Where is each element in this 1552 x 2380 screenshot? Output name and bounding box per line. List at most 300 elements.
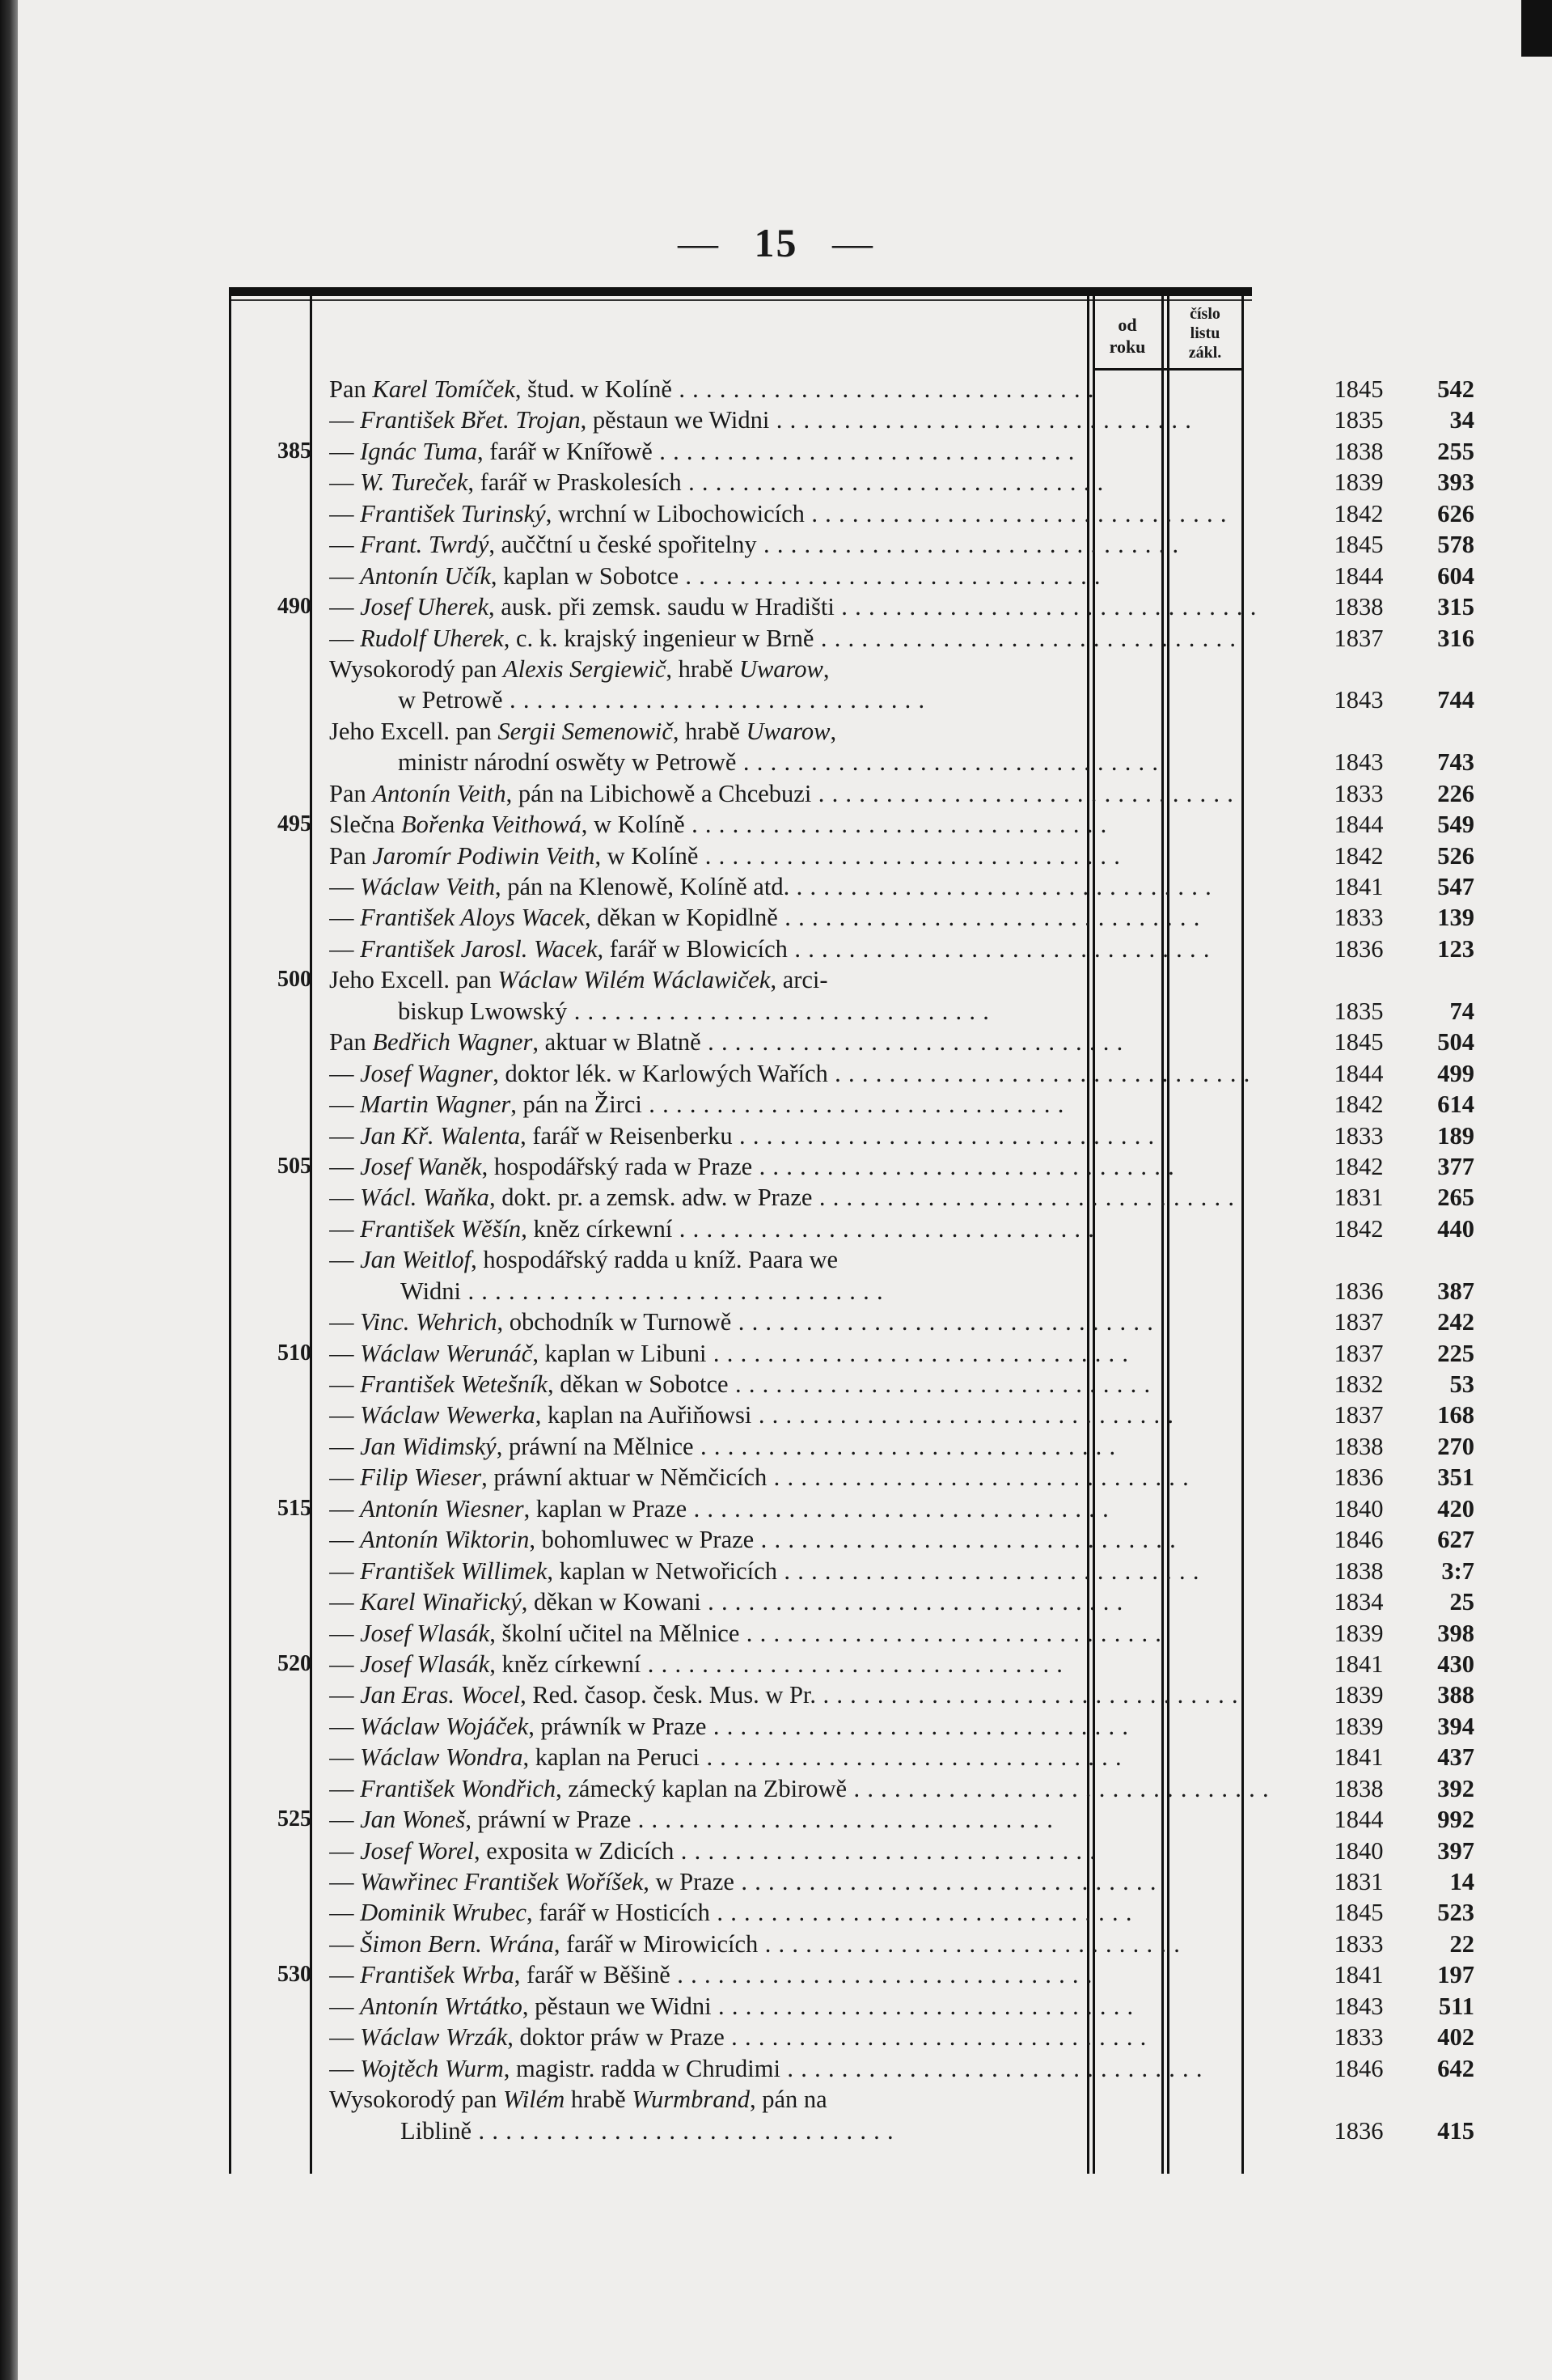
entry-text-part: Pan — [329, 779, 373, 807]
entry-line — [230, 1586, 1474, 1617]
person-name: František Břet. Trojan — [360, 406, 581, 434]
entry-list-number: 25 — [1449, 1588, 1474, 1616]
entry-text-part: — — [329, 1556, 361, 1585]
entry-text-part: , hospodářský radda u kníž. Paara we — [471, 1246, 839, 1274]
entry-year: 1841 — [1334, 1961, 1384, 1989]
leader-dots: . . . . . . . . . . . . . . . . . . . . . . . . . . . . . . . — [687, 1494, 1110, 1522]
person-name: Wojtěch Wurm — [360, 2054, 504, 2082]
entry-text-part: , štud. w Kolíně — [514, 375, 672, 403]
leader-dots: . . . . . . . . . . . . . . . . . . . . . . . . . . . . . . . — [816, 1681, 1239, 1709]
entry-list-number: 168 — [1437, 1401, 1474, 1429]
entry-text — [329, 467, 1312, 498]
entry-line — [230, 1244, 1250, 1275]
person-name: Wáclaw Werunáč — [360, 1339, 533, 1367]
person-name: Rudolf Uherek — [360, 624, 504, 652]
list-entry — [230, 561, 1474, 591]
entry-line — [230, 2084, 1250, 2115]
entry-text — [329, 1679, 1312, 1710]
entry-text — [329, 1306, 1312, 1337]
entry-text — [329, 591, 1312, 622]
entry-text-part: , hrabě — [672, 717, 746, 745]
leader-dots: . . . . . . . . . . . . . . . . . . . . . . . . . . . . . . . — [751, 1401, 1174, 1429]
person-name: Šimon Bern. Wrána — [360, 1929, 554, 1958]
entry-year: 1833 — [1334, 2023, 1384, 2052]
entry-list-number: 626 — [1437, 499, 1474, 527]
leader-dots: . . . . . . . . . . . . . . . . . . . . . . . . . . . . . . . — [769, 406, 1192, 434]
leader-dots: . . . . . . . . . . . . . . . . . . . . . . . . . . . . . . . — [631, 1806, 1054, 1834]
entry-list-number: 440 — [1437, 1214, 1474, 1243]
header-dash-right: — — [832, 220, 874, 265]
entry-line — [230, 591, 1474, 622]
entry-text — [329, 436, 1312, 467]
entry-line — [230, 716, 1250, 747]
entry-text-part: Widni — [400, 1277, 462, 1305]
list-entry — [230, 1120, 1474, 1151]
entry-year: 1842 — [1334, 1090, 1384, 1119]
entry-text — [329, 1836, 1312, 1866]
entry-line — [230, 1369, 1474, 1400]
entry-text-part: , dokt. pr. a zemsk. adw. w Praze — [488, 1184, 813, 1212]
leader-dots: . . . . . . . . . . . . . . . . . . . . . . . . . . . . . . . — [827, 1059, 1251, 1087]
list-entry — [230, 1773, 1474, 1804]
leader-dots: . . . . . . . . . . . . . . . . . . . . . . . . . . . . . . . — [472, 2116, 894, 2145]
entry-text-part: , farář w Hosticích — [526, 1899, 710, 1927]
entry-year: 1833 — [1334, 1929, 1384, 1958]
entry-line — [230, 1400, 1474, 1430]
entry-year: 1845 — [1334, 375, 1384, 403]
leader-dots: . . . . . . . . . . . . . . . . . . . . . . . . . . . . . . . — [461, 1277, 884, 1305]
entry-year: 1838 — [1334, 1432, 1384, 1460]
entry-text-part: , hrabě — [666, 654, 739, 683]
entry-text-part: , w Kolíně — [581, 811, 685, 839]
entry-text-part: — — [329, 1526, 361, 1554]
list-entry — [230, 374, 1474, 404]
entry-text-part: Pan — [329, 1028, 373, 1057]
entry-text-part: Pan — [329, 841, 373, 870]
year-header-line1: od — [1118, 315, 1137, 335]
entry-text-part: , magistr. radda w Chrudimi — [503, 2054, 780, 2082]
person-name: Josef Uherek — [360, 593, 489, 621]
entry-text-part: , — [823, 654, 830, 683]
entry-line — [230, 871, 1474, 902]
entry-line — [230, 1959, 1474, 1990]
person-name: František Aloys Wacek — [360, 904, 585, 932]
entry-list-number: 226 — [1437, 779, 1474, 807]
leader-dots: . . . . . . . . . . . . . . . . . . . . . . . . . . . . . . . — [679, 561, 1102, 590]
entry-text-part: — — [329, 1774, 361, 1802]
entry-list-number: 139 — [1437, 904, 1474, 932]
entry-list-number: 316 — [1437, 624, 1474, 652]
list-column-header — [1169, 304, 1241, 362]
entry-text — [329, 1742, 1312, 1772]
entry-list-number: 3:7 — [1441, 1556, 1474, 1585]
entry-text-part: , kaplan na Auřiňowsi — [535, 1401, 752, 1429]
person-name: Josef Waněk — [360, 1152, 482, 1180]
entry-text-part: — — [329, 1059, 361, 1087]
entry-line — [230, 654, 1250, 684]
entry-list-number: 388 — [1437, 1681, 1474, 1709]
entry-list-number: 315 — [1437, 593, 1474, 621]
leader-dots: . . . . . . . . . . . . . . . . . . . . . . . . . . . . . . . — [756, 531, 1179, 559]
entry-text-part: , práwní aktuar w Němčicích — [481, 1463, 768, 1492]
list-entry — [230, 654, 1474, 716]
list-entry — [230, 1369, 1474, 1400]
entry-text-part: Wysokorodý pan — [329, 654, 504, 683]
person-name: Karel Winařický — [360, 1588, 522, 1616]
entry-text — [329, 1586, 1312, 1617]
entry-line — [230, 436, 1474, 467]
entry-text-part: — — [329, 1929, 361, 1958]
person-name: Wáclaw Wojáček — [360, 1712, 529, 1740]
entry-line — [230, 1991, 1474, 2022]
entry-text-part: , c. k. krajský ingenieur w Brně — [503, 624, 814, 652]
entry-number: 530 — [277, 1962, 311, 1988]
leader-dots: . . . . . . . . . . . . . . . . . . . . . . . . . . . . . . . — [698, 841, 1121, 870]
person-name: Bedřich Wagner — [372, 1028, 533, 1057]
entry-line — [230, 1213, 1474, 1244]
list-entry — [230, 2084, 1474, 2146]
entry-text — [329, 1027, 1312, 1057]
entry-text-part: biskup Lwowský — [398, 997, 568, 1025]
entry-text — [329, 964, 1312, 995]
entry-text-part: Jeho Excell. pan — [329, 717, 498, 745]
entry-text — [329, 1369, 1312, 1400]
leader-dots: . . . . . . . . . . . . . . . . . . . . . . . . . . . . . . . — [752, 1152, 1175, 1180]
list-entry — [230, 1182, 1474, 1213]
member-list — [230, 374, 1474, 2146]
entry-text-part: — — [329, 1090, 361, 1119]
entry-text-part: Slečna — [329, 811, 401, 839]
entry-year: 1840 — [1334, 1836, 1384, 1865]
entry-text-part: Jeho Excell. pan — [329, 966, 498, 994]
list-entry — [230, 2022, 1474, 2052]
entry-text — [329, 1151, 1312, 1182]
entry-text-part: , doktor práw w Praze — [507, 2023, 725, 2052]
entry-text-part: , pán na Žirci — [510, 1090, 642, 1119]
entry-text — [329, 1991, 1312, 2022]
list-entry — [230, 1618, 1474, 1649]
entry-list-number: 351 — [1437, 1463, 1474, 1492]
list-entry — [230, 467, 1474, 498]
entry-list-number: 392 — [1437, 1774, 1474, 1802]
entry-line — [230, 498, 1474, 529]
entry-list-number: 420 — [1437, 1494, 1474, 1522]
scan-corner — [1521, 0, 1552, 57]
list-entry — [230, 2053, 1474, 2084]
entry-line — [230, 1773, 1474, 1804]
entry-number: 495 — [277, 811, 311, 837]
entry-text-part: — — [329, 1121, 361, 1150]
person-name: Wilém — [503, 2086, 565, 2114]
entry-year: 1846 — [1334, 2054, 1384, 2082]
leader-dots: . . . . . . . . . . . . . . . . . . . . . . . . . . . . . . . — [847, 1774, 1270, 1802]
entry-year: 1834 — [1334, 1588, 1384, 1616]
entry-number: 525 — [277, 1806, 311, 1832]
leader-dots: . . . . . . . . . . . . . . . . . . . . . . . . . . . . . . . — [709, 1899, 1133, 1927]
entry-text-part: , pěstaun we Widni — [580, 406, 770, 434]
entry-text-part: , farář w Mirowicích — [553, 1929, 759, 1958]
entry-text — [329, 1058, 1312, 1089]
entry-year: 1845 — [1334, 531, 1384, 559]
person-name: Wurmbrand — [632, 2086, 751, 2114]
entry-text — [329, 1524, 1312, 1555]
entry-text — [400, 1276, 1310, 1306]
entry-line — [230, 1431, 1474, 1462]
entry-text — [329, 902, 1312, 933]
entry-text — [329, 1213, 1312, 1244]
leader-dots: . . . . . . . . . . . . . . . . . . . . . . . . . . . . . . . — [672, 1214, 1095, 1243]
entry-year: 1843 — [1334, 1992, 1384, 2020]
list-entry — [230, 498, 1474, 529]
leader-dots: . . . . . . . . . . . . . . . . . . . . . . . . . . . . . . . — [736, 748, 1159, 777]
entry-line — [230, 1679, 1474, 1710]
person-name: Martin Wagner — [360, 1090, 511, 1119]
entry-text-part: , farář w Blowicích — [597, 934, 788, 963]
list-entry — [230, 1959, 1474, 1990]
entry-line — [230, 1182, 1474, 1213]
person-name: Wáclaw Wondra — [360, 1743, 523, 1772]
entry-text — [329, 1804, 1312, 1835]
entry-number: 490 — [277, 594, 311, 620]
person-name: Antonín Wiktorin — [360, 1526, 530, 1554]
entry-text-part: — — [329, 1681, 361, 1709]
list-entry — [230, 1493, 1474, 1524]
entry-text — [329, 934, 1312, 964]
leader-dots: . . . . . . . . . . . . . . . . . . . . . . . . . . . . . . . — [728, 1370, 1151, 1398]
entry-text-part: , pán na Klenowě, Kolíně atd. — [495, 873, 790, 900]
entry-text-part: — — [329, 1339, 361, 1367]
entry-line — [230, 1866, 1474, 1897]
entry-text — [329, 2053, 1312, 2084]
entry-line — [230, 529, 1474, 560]
entry-text-part: , pán na — [750, 2086, 827, 2114]
entry-text-part: , zámecký kaplan na Zbirowě — [556, 1774, 848, 1802]
list-entry — [230, 1556, 1474, 1586]
entry-line — [230, 1804, 1474, 1835]
entry-text-part: , ausk. při zemsk. saudu w Hradišti — [488, 593, 835, 621]
entry-year: 1831 — [1334, 1184, 1384, 1212]
entry-line — [230, 1929, 1474, 1959]
entry-year: 1843 — [1334, 686, 1384, 714]
leader-dots: . . . . . . . . . . . . . . . . . . . . . . . . . . . . . . . — [700, 1743, 1123, 1772]
entry-text — [329, 1649, 1312, 1679]
entry-line — [230, 1338, 1474, 1369]
entry-text-part: , exposita w Zdicích — [474, 1836, 675, 1865]
person-name: František Wondřich — [360, 1774, 556, 1802]
person-name: W. Tureček — [360, 468, 468, 497]
list-entry — [230, 1213, 1474, 1244]
entry-text-part: — — [329, 1463, 361, 1492]
entry-text — [329, 1773, 1312, 1804]
leader-dots: . . . . . . . . . . . . . . . . . . . . . . . . . . . . . . . — [706, 1339, 1129, 1367]
entry-year: 1839 — [1334, 468, 1384, 497]
entry-text-part: , kaplan w Sobotce — [490, 561, 679, 590]
entry-text-part: w Petrowě — [398, 686, 503, 714]
entry-text — [329, 1897, 1312, 1928]
entry-text-part: — — [329, 1214, 361, 1243]
leader-dots: . . . . . . . . . . . . . . . . . . . . . . . . . . . . . . . — [776, 1556, 1200, 1585]
entry-text-part: , auččtní u české spořitelny — [488, 531, 757, 559]
entry-line — [230, 1462, 1474, 1493]
person-name: Alexis Sergiewič — [503, 654, 666, 683]
entry-text — [329, 529, 1312, 560]
person-name: Filip Wieser — [360, 1463, 482, 1492]
entry-text-part: — — [329, 1806, 361, 1834]
entry-year: 1842 — [1334, 841, 1384, 870]
leader-dots: . . . . . . . . . . . . . . . . . . . . . . . . . . . . . . . — [732, 1121, 1155, 1150]
entry-text-part: , děkan w Sobotce — [547, 1370, 729, 1398]
entry-line — [230, 996, 1474, 1027]
leader-dots: . . . . . . . . . . . . . . . . . . . . . . . . . . . . . . . — [641, 1090, 1065, 1119]
entry-text-part: — — [329, 1308, 361, 1336]
entry-list-number: 394 — [1437, 1712, 1474, 1740]
entry-text-part: , kněz církewní — [489, 1649, 641, 1678]
leader-dots: . . . . . . . . . . . . . . . . . . . . . . . . . . . . . . . — [693, 1432, 1116, 1460]
entry-text — [329, 1556, 1312, 1586]
person-name: František Willimek — [360, 1556, 548, 1585]
list-entry — [230, 934, 1474, 964]
entry-year: 1837 — [1334, 1339, 1384, 1367]
entry-text-part: — — [329, 1899, 361, 1927]
person-name: Karel Tomíček — [372, 375, 515, 403]
person-name: Vinc. Wehrich — [360, 1308, 497, 1336]
leader-dots: . . . . . . . . . . . . . . . . . . . . . . . . . . . . . . . — [724, 2023, 1148, 2052]
entry-line — [230, 902, 1474, 933]
entry-year: 1841 — [1334, 1743, 1384, 1772]
entry-line — [230, 2053, 1474, 2084]
entry-line — [230, 1618, 1474, 1649]
entry-text-part: — — [329, 624, 361, 652]
entry-text — [398, 684, 1310, 715]
entry-line — [230, 1524, 1474, 1555]
entry-line — [230, 1711, 1474, 1742]
list-entry — [230, 1991, 1474, 2022]
entry-list-number: 614 — [1437, 1090, 1474, 1119]
leader-dots: . . . . . . . . . . . . . . . . . . . . . . . . . . . . . . . — [731, 1308, 1154, 1336]
person-name: Jaromír Podiwin Veith — [372, 841, 595, 870]
entry-line — [230, 964, 1250, 995]
entry-text-part: , w Praze — [643, 1868, 734, 1895]
person-name: Antonín Učík — [360, 561, 491, 590]
entry-list-number: 189 — [1437, 1121, 1474, 1150]
leader-dots: . . . . . . . . . . . . . . . . . . . . . . . . . . . . . . . — [739, 1619, 1162, 1647]
list-entry — [230, 871, 1474, 902]
header-dash-left: — — [678, 220, 720, 265]
entry-list-number: 397 — [1437, 1836, 1474, 1865]
entry-text-part: , bohomluwec w Praze — [529, 1526, 755, 1554]
entry-line — [230, 684, 1474, 715]
person-name: František Wěšín — [360, 1214, 522, 1243]
entry-text-part: Pan — [329, 375, 373, 403]
leader-dots: . . . . . . . . . . . . . . . . . . . . . . . . . . . . . . . — [812, 1184, 1235, 1212]
entry-line — [230, 1556, 1474, 1586]
entry-line — [230, 1306, 1474, 1337]
entry-text — [329, 1089, 1312, 1120]
list-header-line2: listu — [1190, 324, 1220, 342]
entry-line — [230, 841, 1474, 871]
entry-line — [230, 1027, 1474, 1057]
entry-list-number: 14 — [1449, 1868, 1474, 1895]
page-number: 15 — [754, 220, 798, 265]
list-entry — [230, 404, 1474, 435]
entry-list-number: 225 — [1437, 1339, 1474, 1367]
year-header-line2: roku — [1109, 337, 1146, 357]
entry-year: 1843 — [1334, 748, 1384, 777]
entry-text-part: — — [329, 2054, 361, 2082]
entry-text-part: , Red. časop. česk. Mus. w Pr. — [520, 1681, 817, 1709]
entry-text-part: , obchodník w Turnowě — [497, 1308, 732, 1336]
entry-text-part: — — [329, 1743, 361, 1772]
entry-list-number: 604 — [1437, 561, 1474, 590]
list-entry — [230, 623, 1474, 654]
person-name: Josef Wagner — [360, 1059, 493, 1087]
top-rule-thin — [229, 299, 1252, 301]
entry-year: 1844 — [1334, 1059, 1384, 1087]
entry-text-part: — — [329, 561, 361, 590]
person-name: Wáclaw Wewerka — [360, 1401, 535, 1429]
entry-text-part: — — [329, 1246, 361, 1274]
entry-year: 1835 — [1334, 997, 1384, 1025]
entry-year: 1831 — [1334, 1868, 1384, 1895]
entry-text-part: , kaplan w Netwořicích — [547, 1556, 777, 1585]
entry-text-part: , kaplan na Peruci — [522, 1743, 700, 1772]
entry-text — [329, 654, 1312, 684]
entry-text — [329, 2022, 1312, 2052]
list-entry — [230, 1027, 1474, 1057]
list-entry — [230, 436, 1474, 467]
entry-text-part: — — [329, 1588, 361, 1616]
entry-text-part: , práwní w Praze — [465, 1806, 632, 1834]
list-entry — [230, 1089, 1474, 1120]
list-entry — [230, 1649, 1474, 1679]
entry-year: 1832 — [1334, 1370, 1384, 1398]
entry-text — [329, 1431, 1312, 1462]
list-entry — [230, 1742, 1474, 1772]
entry-text-part: Wysokorodý pan — [329, 2086, 504, 2114]
entry-text-part: — — [329, 1712, 361, 1740]
entry-text — [329, 1493, 1312, 1524]
entry-text-part: — — [329, 873, 361, 900]
person-name: František Wetešník — [360, 1370, 548, 1398]
entry-line — [230, 1742, 1474, 1772]
entry-text-part: — — [329, 1836, 361, 1865]
list-entry — [230, 1462, 1474, 1493]
person-name: Wáclaw Veith — [360, 873, 495, 900]
entry-text-part: Liblině — [400, 2116, 472, 2145]
list-entry — [230, 1431, 1474, 1462]
entry-number: 500 — [277, 967, 311, 993]
entry-list-number: 402 — [1437, 2023, 1474, 2052]
entry-text-part: — — [329, 1370, 361, 1398]
entry-text-part: , farář w Reisenberku — [520, 1121, 733, 1150]
person-name: Josef Wlasák — [360, 1649, 490, 1678]
entry-list-number: 74 — [1449, 997, 1474, 1025]
list-entry — [230, 1679, 1474, 1710]
entry-line — [230, 2022, 1474, 2052]
entry-line — [230, 2115, 1474, 2146]
entry-year: 1839 — [1334, 1681, 1384, 1709]
leader-dots: . . . . . . . . . . . . . . . . . . . . . . . . . . . . . . . — [502, 686, 925, 714]
entry-text — [398, 747, 1310, 777]
entry-text — [329, 716, 1312, 747]
entry-line — [230, 1897, 1474, 1928]
leader-dots: . . . . . . . . . . . . . . . . . . . . . . . . . . . . . . . — [641, 1649, 1064, 1678]
entry-text-part: , děkan w Kopidlně — [584, 904, 778, 932]
person-name: Uwarow — [738, 654, 823, 683]
leader-dots: . . . . . . . . . . . . . . . . . . . . . . . . . . . . . . . — [814, 624, 1237, 652]
entry-line — [230, 747, 1474, 777]
entry-text-part: , pěstaun we Widni — [522, 1992, 712, 2020]
